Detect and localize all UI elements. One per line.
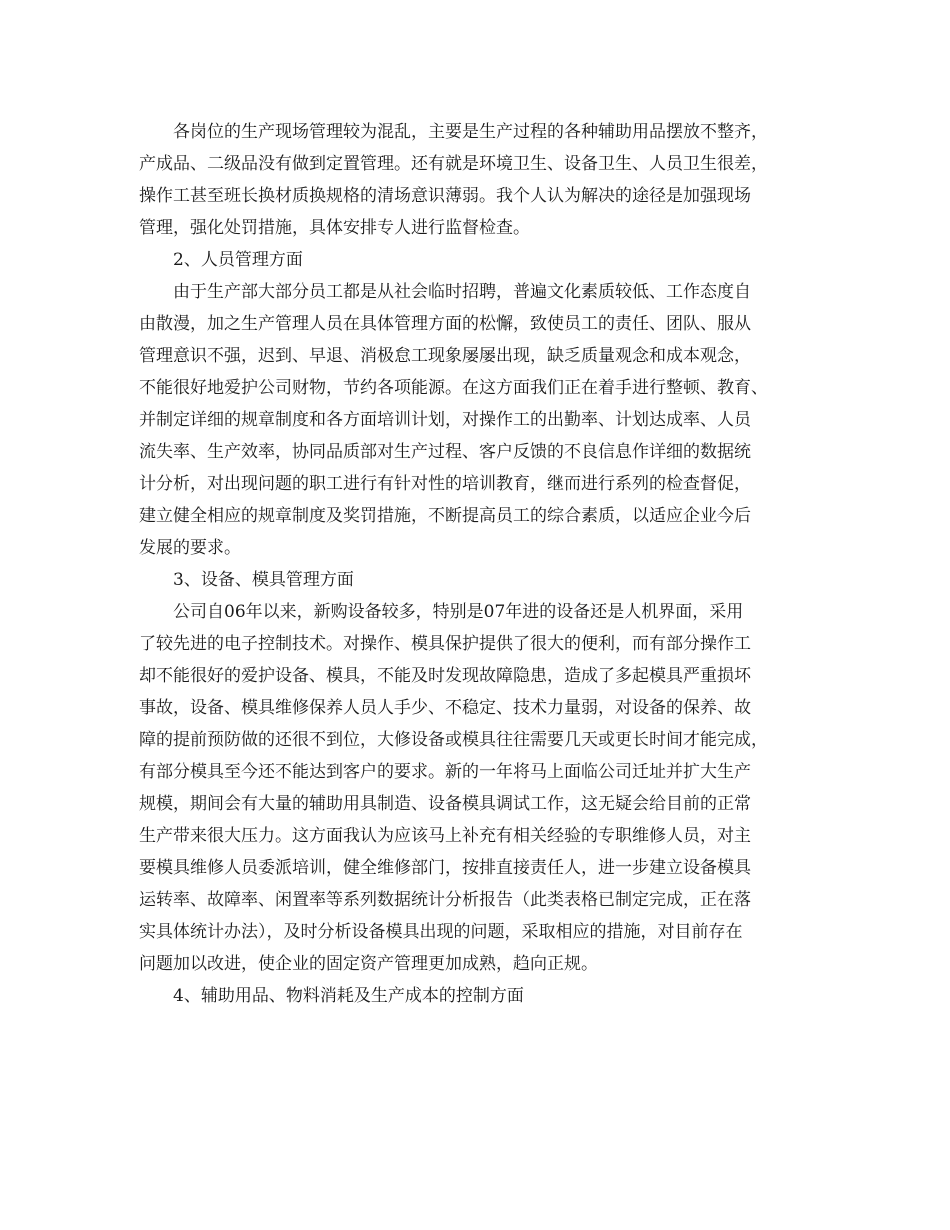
paragraph-line: 了较先进的电子控制技术。对操作、模具保护提供了很大的便利，而有部分操作工 bbox=[139, 634, 751, 654]
paragraph-line: 建立健全相应的规章制度及奖罚措施，不断提高员工的综合素质，以适应企业今后 bbox=[139, 506, 751, 526]
paragraph-line: 管理意识不强，迟到、早退、消极怠工现象屡屡出现，缺乏质量观念和成本观念， bbox=[139, 346, 751, 366]
paragraph-line: 各岗位的生产现场管理较为混乱，主要是生产过程的各种辅助用品摆放不整齐， bbox=[173, 122, 768, 142]
paragraph-line: 由于生产部大部分员工都是从社会临时招聘，普遍文化素质较低、工作态度自 bbox=[173, 282, 751, 302]
document-body bbox=[139, 116, 829, 1012]
paragraph-line: 公司自06年以来，新购设备较多，特别是07年进的设备还是人机界面，采用 bbox=[173, 602, 744, 622]
section-heading: 3、设备、模具管理方面 bbox=[173, 570, 354, 590]
paragraph-line: 管理，强化处罚措施，具体安排专人进行监督检查。 bbox=[139, 218, 530, 238]
paragraph-line: 障的提前预防做的还很不到位，大修设备或模具往往需要几天或更长时间才能完成， bbox=[139, 730, 768, 750]
paragraph-line: 运转率、故障率、闲置率等系列数据统计分析报告（此类表格已制定完成，正在落 bbox=[139, 890, 751, 910]
paragraph-line: 操作工甚至班长换材质换规格的清场意识薄弱。我个人认为解决的途径是加强现场 bbox=[139, 186, 751, 206]
paragraph-line: 规模，期间会有大量的辅助用具制造、设备模具调试工作，这无疑会给目前的正常 bbox=[139, 794, 751, 814]
section-heading: 2、人员管理方面 bbox=[173, 250, 303, 270]
section-heading: 4、辅助用品、物料消耗及生产成本的控制方面 bbox=[173, 986, 524, 1006]
paragraph-line: 有部分模具至今还不能达到客户的要求。新的一年将马上面临公司迁址并扩大生产 bbox=[139, 762, 751, 782]
paragraph-line: 问题加以改进，使企业的固定资产管理更加成熟，趋向正规。 bbox=[139, 954, 598, 974]
paragraph-line: 产成品、二级品没有做到定置管理。还有就是环境卫生、设备卫生、人员卫生很差， bbox=[139, 154, 768, 174]
paragraph-line: 发展的要求。 bbox=[139, 538, 241, 558]
paragraph-line: 流失率、生产效率，协同品质部对生产过程、客户反馈的不良信息作详细的数据统 bbox=[139, 442, 751, 462]
paragraph-line: 计分析，对出现问题的职工进行有针对性的培训教育，继而进行系列的检查督促， bbox=[139, 474, 751, 494]
paragraph-line: 不能很好地爱护公司财物，节约各项能源。在这方面我们正在着手进行整顿、教育、 bbox=[139, 378, 768, 398]
paragraph-line: 生产带来很大压力。这方面我认为应该马上补充有相关经验的专职维修人员，对主 bbox=[139, 826, 751, 846]
paragraph-line: 由散漫，加之生产管理人员在具体管理方面的松懈，致使员工的责任、团队、服从 bbox=[139, 314, 751, 334]
paragraph-line: 事故，设备、模具维修保养人员人手少、不稳定、技术力量弱，对设备的保养、故 bbox=[139, 698, 751, 718]
paragraph-line: 却不能很好的爱护设备、模具，不能及时发现故障隐患，造成了多起模具严重损坏 bbox=[139, 666, 751, 686]
paragraph-line: 并制定详细的规章制度和各方面培训计划，对操作工的出勤率、计划达成率、人员 bbox=[139, 410, 751, 430]
paragraph-line: 要模具维修人员委派培训，健全维修部门，按排直接责任人，进一步建立设备模具 bbox=[139, 858, 751, 878]
paragraph-line: 实具体统计办法），及时分析设备模具出现的问题，采取相应的措施，对目前存在 bbox=[139, 922, 743, 942]
